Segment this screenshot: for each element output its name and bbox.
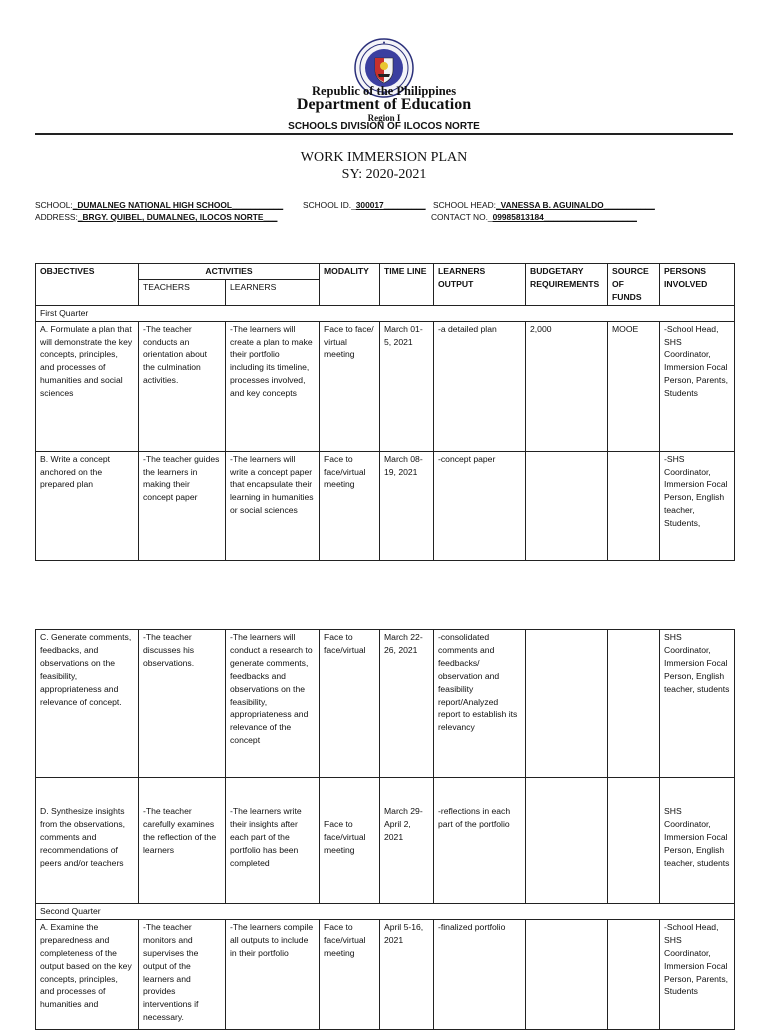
objective-cell: A. Formulate a plan that will demonstrate the key concepts, principles, and processes of humanities and social sciences <box>36 321 139 451</box>
quarter-label: Second Quarter <box>36 904 735 920</box>
contact-value: 09985813184____________________ <box>492 212 637 222</box>
persons-cell: -SHS Coordinator, Immersion Focal Person, English teacher, Students, <box>660 451 735 560</box>
school-head-value: _VANESSA B. AGUINALDO___________ <box>495 200 655 210</box>
learners-cell: -The learners compile all outputs to include in their portfolio <box>226 919 320 1029</box>
school-label: SCHOOL: <box>35 200 73 210</box>
persons-cell: SHS Coordinator, Immersion Focal Person, English teacher, students <box>660 778 735 904</box>
immersion-plan-table-1 <box>35 263 735 561</box>
header-persons: PERSONS INVOLVED <box>660 264 735 306</box>
timeline-cell: March 29-April 2, 2021 <box>380 778 434 904</box>
teachers-cell: -The teacher monitors and supervises the output of the learners and provides interventions if necessary. <box>139 919 226 1029</box>
source-cell <box>608 630 660 778</box>
persons-cell: -School Head, SHS Coordinator, Immersion Focal Person, Parents, Students <box>660 321 735 451</box>
source-cell <box>608 451 660 560</box>
header-budget: BUDGETARY REQUIREMENTS <box>526 264 608 306</box>
objective-cell: B. Write a concept anchored on the prepared plan <box>36 451 139 560</box>
school-id-label: SCHOOL ID._ <box>303 200 356 210</box>
source-cell: MOOE <box>608 321 660 451</box>
department-heading: Department of Education <box>296 96 472 113</box>
persons-cell: -School Head, SHS Coordinator, Immersion Focal Person, Parents, Students <box>660 919 735 1029</box>
header-teachers: TEACHERS <box>139 280 226 306</box>
objective-cell: C. Generate comments, feedbacks, and observations on the feasibility, appropriateness and relevance of concept. <box>36 630 139 778</box>
timeline-cell: April 5-16, 2021 <box>380 919 434 1029</box>
school-head-label: SCHOOL HEAD: <box>433 200 496 210</box>
modality-cell: Face to face/virtual meeting <box>320 451 380 560</box>
teachers-cell: -The teacher conducts an orientation about the culmination activities. <box>139 321 226 451</box>
header-learners: LEARNERS <box>226 280 320 306</box>
plan-title: WORK IMMERSION PLAN <box>300 150 468 165</box>
school-id-field <box>303 200 426 210</box>
address-value: _BRGY. QUIBEL, DUMALNEG, ILOCOS NORTE___ <box>77 212 278 222</box>
budget-cell: 2,000 <box>526 321 608 451</box>
header-source: SOURCE OF FUNDS <box>608 264 660 306</box>
budget-cell <box>526 451 608 560</box>
header-activities: ACTIVITIES <box>139 264 320 280</box>
table-row <box>36 451 735 560</box>
output-cell: -a detailed plan <box>434 321 526 451</box>
contact-label: CONTACT NO._ <box>431 212 493 222</box>
header-output: LEARNERS OUTPUT <box>434 264 526 306</box>
teachers-cell: -The teacher discusses his observations. <box>139 630 226 778</box>
output-cell: -consolidated comments and feedbacks/ observation and feasibility report/Analyzed report to establish its relevancy <box>434 630 526 778</box>
header-objectives: OBJECTIVES <box>36 264 139 306</box>
budget-cell <box>526 630 608 778</box>
objective-cell: A. Examine the preparedness and completeness of the output based on the key concepts, principles, and processes of humanities and <box>36 919 139 1029</box>
school-id-value: 300017_________ <box>355 200 426 210</box>
teachers-cell: -The teacher carefully examines the reflection of the learners <box>139 778 226 904</box>
address-label: ADDRESS: <box>35 212 78 222</box>
learners-cell: -The learners will create a plan to make their portfolio including its timeline, processes involved, and key concepts <box>226 321 320 451</box>
school-value: _DUMALNEG NATIONAL HIGH SCHOOL___________ <box>72 200 284 210</box>
budget-cell <box>526 919 608 1029</box>
address-field <box>35 212 277 222</box>
republic-heading: Republic of the Philippines <box>311 84 457 98</box>
learners-cell: -The learners will write a concept paper that encapsulate their learning in humanities or social sciences <box>226 451 320 560</box>
table-row <box>36 778 735 904</box>
modality-cell: Face to face/ virtual meeting <box>320 321 380 451</box>
immersion-plan-table-2 <box>35 629 735 1030</box>
modality-cell: Face to face/virtual meeting <box>320 919 380 1029</box>
budget-cell <box>526 778 608 904</box>
output-cell: -finalized portfolio <box>434 919 526 1029</box>
modality-cell: Face to face/virtual meeting <box>320 778 380 904</box>
output-cell: -concept paper <box>434 451 526 560</box>
learners-cell: -The learners write their insights after each part of the portfolio has been completed <box>226 778 320 904</box>
header-timeline: TIME LINE <box>380 264 434 306</box>
output-cell: -reflections in each part of the portfolio <box>434 778 526 904</box>
timeline-cell: March 01-5, 2021 <box>380 321 434 451</box>
division-heading: SCHOOLS DIVISION OF ILOCOS NORTE <box>288 121 480 132</box>
quarter-label: First Quarter <box>36 305 735 321</box>
plan-school-year: SY: 2020-2021 <box>341 167 427 182</box>
learners-cell: -The learners will conduct a research to generate comments, feedbacks and observations on the feasibility, appropriateness and relevance of the concept <box>226 630 320 778</box>
school-field <box>35 200 283 210</box>
teachers-cell: -The teacher guides the learners in making their concept paper <box>139 451 226 560</box>
timeline-cell: March 22-26, 2021 <box>380 630 434 778</box>
school-head-field <box>433 200 655 210</box>
source-cell <box>608 778 660 904</box>
contact-field <box>431 212 637 222</box>
persons-cell: SHS Coordinator, Immersion Focal Person, English teacher, students <box>660 630 735 778</box>
objective-cell: D. Synthesize insights from the observations, comments and recommendations of peers and/or teachers <box>36 778 139 904</box>
header-divider <box>35 133 733 135</box>
timeline-cell: March 08-19, 2021 <box>380 451 434 560</box>
table-row <box>36 321 735 451</box>
table-row <box>36 630 735 778</box>
region-heading: Region I <box>367 113 401 123</box>
header-modality: MODALITY <box>320 264 380 306</box>
table-row <box>36 919 735 1029</box>
source-cell <box>608 919 660 1029</box>
modality-cell: Face to face/virtual <box>320 630 380 778</box>
